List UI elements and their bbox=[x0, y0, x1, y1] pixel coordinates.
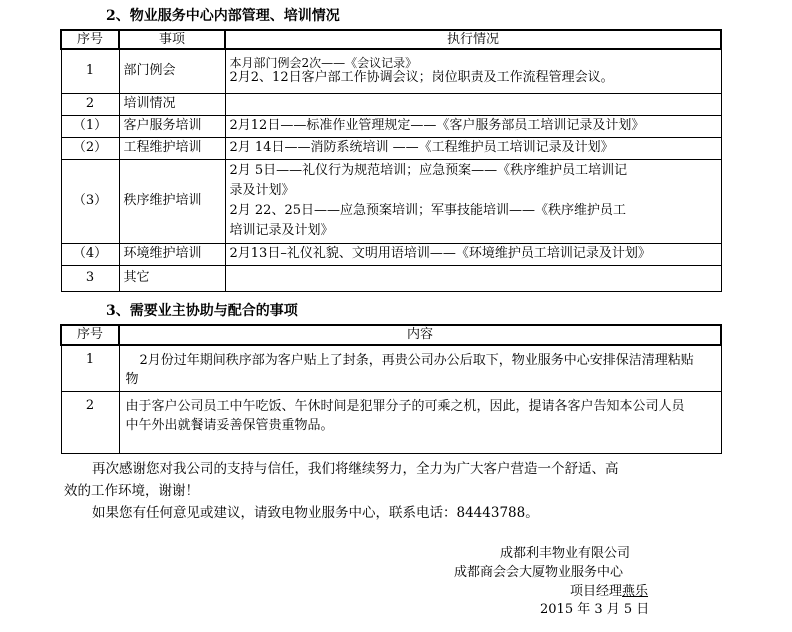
header-num: 序号 bbox=[61, 30, 119, 49]
table-row bbox=[61, 243, 721, 265]
manager-name: 燕乐 bbox=[622, 584, 649, 599]
management-training-table bbox=[60, 29, 722, 292]
row-status: 2月13日–礼仪礼貌、文明用语培训——《环境维护员工培训记录及计划》 bbox=[225, 243, 721, 265]
row-num: 2 bbox=[61, 93, 119, 115]
row-item: 秩序维护培训 bbox=[119, 159, 225, 243]
section2-heading: 2、物业服务中心内部管理、培训情况 bbox=[106, 8, 340, 24]
owner-assistance-table bbox=[60, 324, 722, 454]
content-line: 由于客户公司员工中午吃饭、午休时间是犯罪分子的可乘之机，因此，提请各客户告知本公司人员 bbox=[125, 398, 685, 414]
content-line: 物 bbox=[125, 372, 139, 387]
table-row bbox=[61, 137, 721, 159]
table-header-row bbox=[61, 30, 721, 49]
header-content: 内容 bbox=[119, 325, 721, 345]
row-content bbox=[119, 345, 721, 391]
row-status: 2月 14日——消防系统培训 ——《工程维护员工培训记录及计划》 bbox=[225, 137, 721, 159]
status-line: 录及计划》 bbox=[229, 183, 295, 198]
header-item: 事项 bbox=[119, 30, 225, 49]
row-num: 3 bbox=[61, 265, 119, 291]
row-status bbox=[225, 159, 721, 243]
content-line: 2月份过年期间秩序部为客户贴上了封条，再贵公司办公后取下，物业服务中心安排保洁清理粘贴 bbox=[139, 353, 694, 368]
closing-line-3: 如果您有任何意见或建议，请致电物业服务中心，联系电话：84443788。 bbox=[92, 505, 539, 521]
table-row bbox=[61, 265, 721, 291]
row-status bbox=[225, 49, 721, 93]
row-num: 2 bbox=[61, 391, 119, 453]
row-item: 其它 bbox=[119, 265, 225, 291]
row-content bbox=[119, 391, 721, 453]
table-row bbox=[61, 345, 721, 391]
table-row bbox=[61, 391, 721, 453]
header-status: 执行情况 bbox=[225, 30, 721, 49]
row-num: （1） bbox=[61, 115, 119, 137]
row-status bbox=[225, 265, 721, 291]
status-line: 培训记录及计划》 bbox=[229, 223, 334, 238]
table-row bbox=[61, 159, 721, 243]
header-num: 序号 bbox=[61, 325, 119, 345]
row-num: 1 bbox=[61, 49, 119, 93]
signature-center: 成都商会会大厦物业服务中心 bbox=[454, 565, 624, 580]
status-line: 2月 22、25日——应急预案培训；军事技能培训——《秩序维护员工 bbox=[229, 203, 626, 218]
table-row bbox=[61, 115, 721, 137]
row-num: （3） bbox=[61, 159, 119, 243]
row-num: 1 bbox=[61, 345, 119, 391]
signature-date: 2015 年 3 月 5 日 bbox=[540, 602, 650, 617]
status-line: 本月部门例会2次——《会议记录》 bbox=[229, 55, 418, 70]
table-row bbox=[61, 93, 721, 115]
row-status bbox=[225, 93, 721, 115]
row-num: （4） bbox=[61, 243, 119, 265]
status-line: 2月 5日——礼仪行为规范培训；应急预案——《秩序维护员工培训记 bbox=[229, 163, 628, 178]
section3-heading: 3、需要业主协助与配合的事项 bbox=[106, 303, 298, 319]
status-line: 2月2、12日客户部工作协调会议；岗位职责及工作流程管理会议。 bbox=[229, 69, 614, 85]
row-item: 客户服务培训 bbox=[119, 115, 225, 137]
table-row bbox=[61, 49, 721, 93]
manager-title: 项目经理 bbox=[570, 584, 623, 599]
signature-manager bbox=[570, 580, 648, 599]
row-item: 培训情况 bbox=[119, 93, 225, 115]
row-status: 2月12日——标准作业管理规定——《客户服务部员工培训记录及计划》 bbox=[225, 115, 721, 137]
table-header-row bbox=[61, 325, 721, 345]
signature-company: 成都利丰物业有限公司 bbox=[500, 546, 631, 561]
closing-line-2: 效的工作环境，谢谢！ bbox=[64, 483, 199, 499]
row-item: 工程维护培训 bbox=[119, 137, 225, 159]
row-item: 部门例会 bbox=[119, 49, 225, 93]
row-num: （2） bbox=[61, 137, 119, 159]
row-item: 环境维护培训 bbox=[119, 243, 225, 265]
content-line: 中午外出就餐请妥善保管贵重物品。 bbox=[125, 417, 334, 433]
closing-line-1: 再次感谢您对我公司的支持与信任，我们将继续努力，全力为广大客户营造一个舒适、高 bbox=[92, 461, 619, 477]
